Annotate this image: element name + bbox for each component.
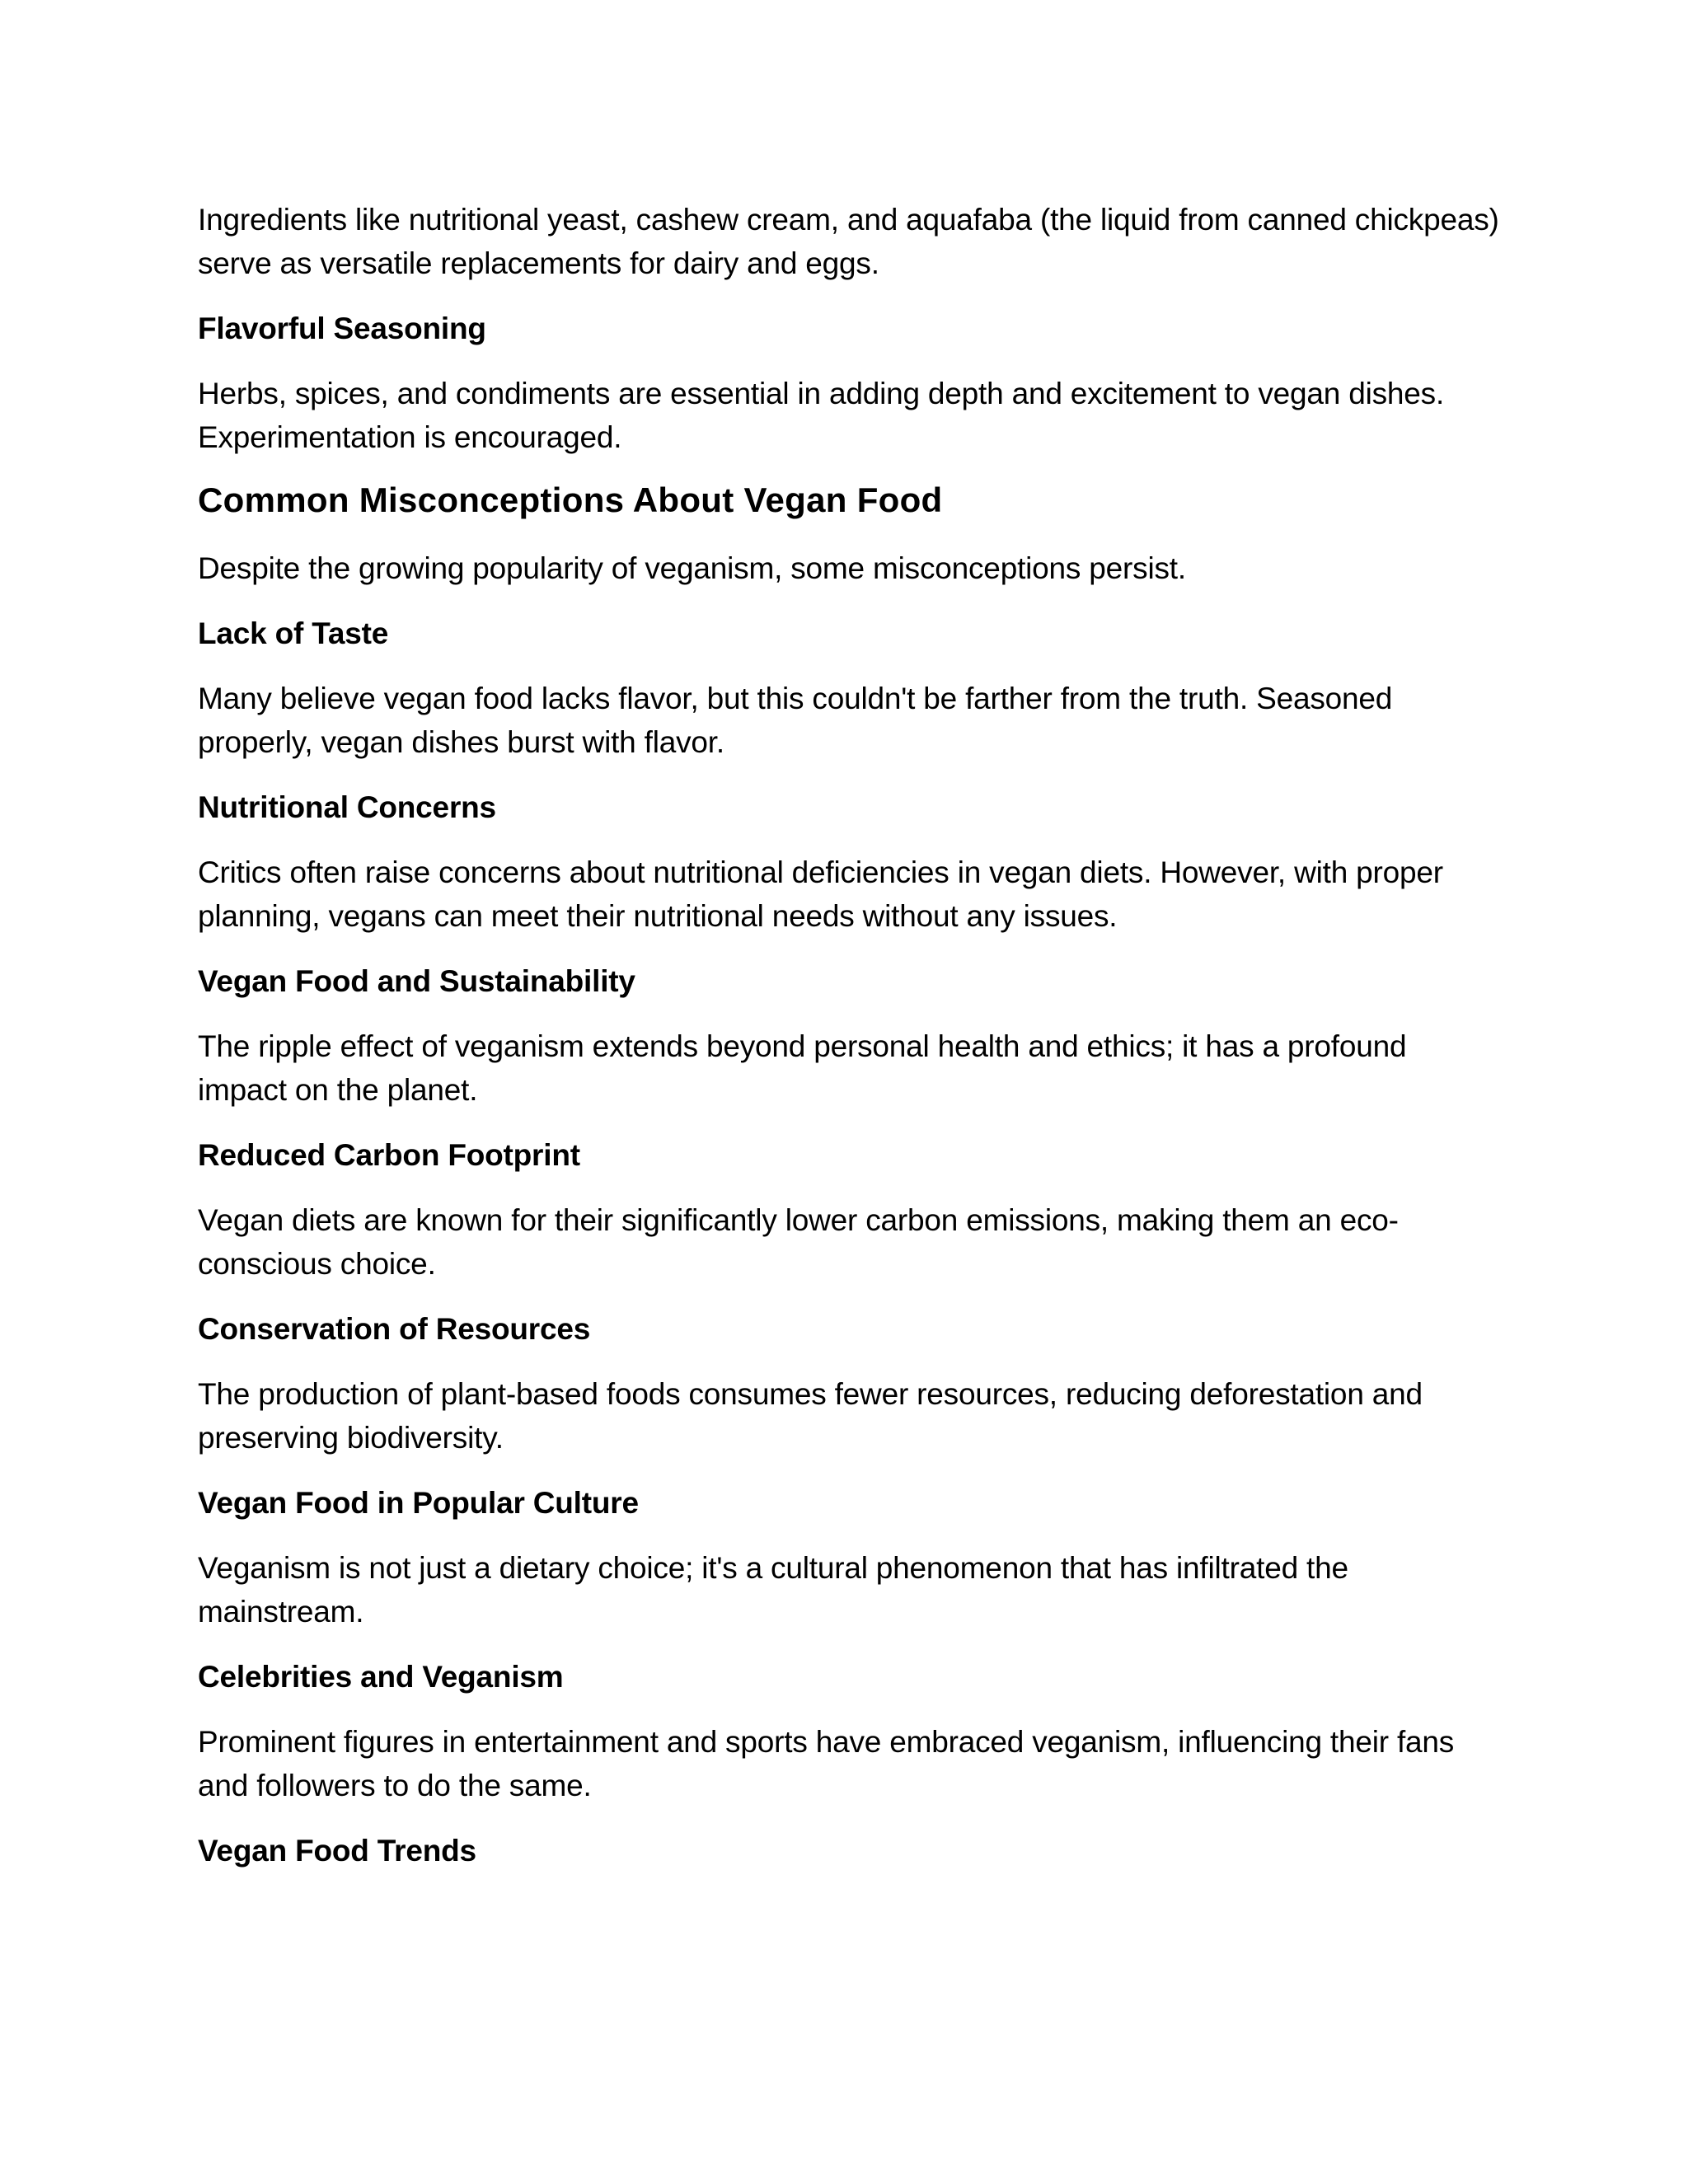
subheading-flavorful-seasoning: Flavorful Seasoning — [198, 312, 486, 345]
paragraph-ingredients: Ingredients like nutritional yeast, cashew cream, and aquafaba (the liquid from canned chickpeas) serve as versatile replacements for dairy and eggs. — [198, 203, 1499, 280]
subheading-vegan-food-trends: Vegan Food Trends — [198, 1834, 476, 1868]
subheading-lack-of-taste: Lack of Taste — [198, 616, 389, 650]
paragraph-popular-culture: Veganism is not just a dietary choice; it's a cultural phenomenon that has infiltrated the mainstream. — [198, 1551, 1348, 1629]
paragraph-lack-of-taste: Many believe vegan food lacks flavor, but this couldn't be farther from the truth. Seasoned properly, vegan dishes burst with flavor. — [198, 682, 1393, 759]
paragraph-conservation: The production of plant-based foods consumes fewer resources, reducing deforestation and preserving biodiversity. — [198, 1377, 1423, 1455]
paragraph-celebrities: Prominent figures in entertainment and sports have embraced veganism, influencing their fans and followers to do the same. — [198, 1725, 1455, 1802]
paragraph-misconceptions-intro: Despite the growing popularity of veganism, some misconceptions persist. — [198, 551, 1186, 585]
subheading-carbon-footprint: Reduced Carbon Footprint — [198, 1138, 580, 1172]
subheading-celebrities: Celebrities and Veganism — [198, 1660, 564, 1694]
paragraph-carbon-footprint: Vegan diets are known for their significantly lower carbon emissions, making them an eco-conscious choice. — [198, 1203, 1399, 1281]
subheading-nutritional-concerns: Nutritional Concerns — [198, 790, 496, 824]
subheading-conservation: Conservation of Resources — [198, 1312, 591, 1346]
document-body — [198, 198, 1500, 1872]
paragraph-seasoning: Herbs, spices, and condiments are essential in adding depth and excitement to vegan dishes. Experimentation is encouraged. — [198, 377, 1445, 454]
section-heading-misconceptions: Common Misconceptions About Vegan Food — [198, 480, 943, 519]
subheading-sustainability: Vegan Food and Sustainability — [198, 964, 635, 998]
paragraph-sustainability: The ripple effect of veganism extends beyond personal health and ethics; it has a profound impact on the planet. — [198, 1029, 1407, 1107]
subheading-popular-culture: Vegan Food in Popular Culture — [198, 1486, 639, 1520]
paragraph-nutritional-concerns: Critics often raise concerns about nutritional deficiencies in vegan diets. However, with proper planning, vegans can meet their nutritional needs without any issues. — [198, 855, 1443, 933]
